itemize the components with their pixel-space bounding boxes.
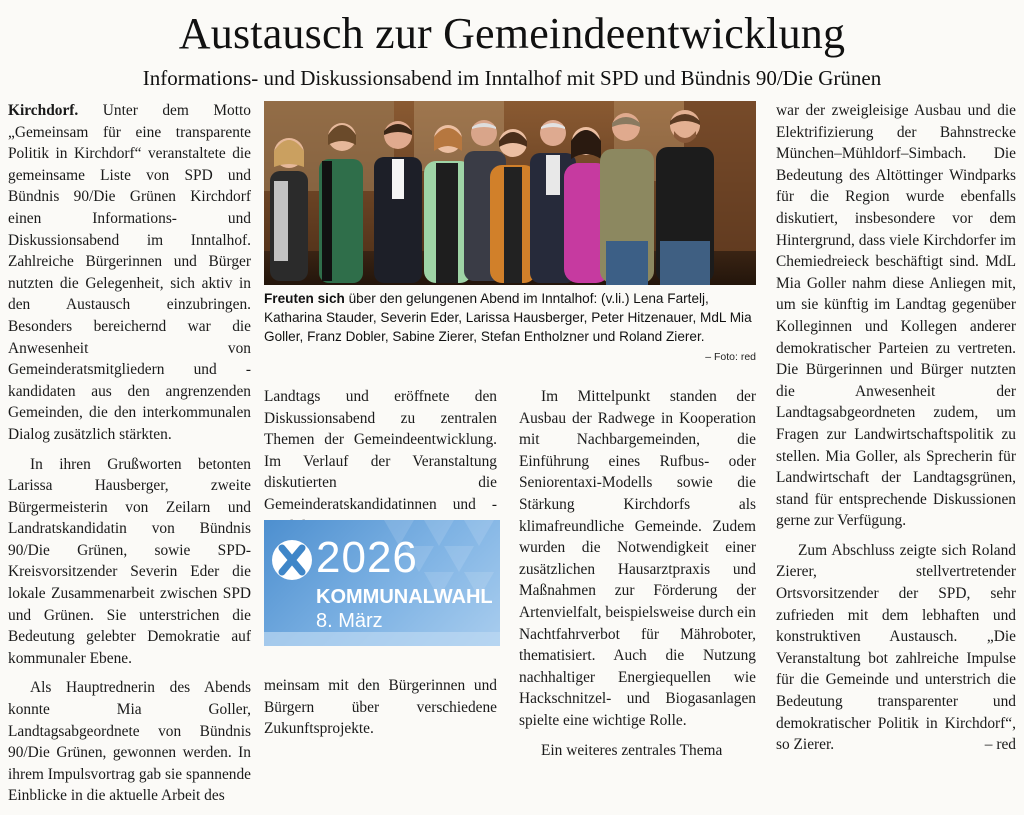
signoff: – red: [984, 736, 1016, 754]
paragraph: Ein weiteres zentrales Thema: [541, 741, 723, 759]
paragraph: [776, 540, 1016, 756]
paragraph: Landtags und eröffnete den Diskussionsabend zu zentralen Themen der Gemeindeentwicklung. Im Verlauf der Veranstaltung diskutierten die Gemeinderatskandidatinnen und -: [264, 388, 497, 513]
paragraph-text: Zum Abschluss zeigte sich Roland Zierer, stellvertretender Ortsvorsitzender der SPD, sehr zufrieden mit dem lebhaften und konstruktiven Austausch. „Die Veranstaltung bot zahlreiche Impulse für die Gemeinde und unterstrich die Bedeutung transparenter und demokratischer Politik in Kirchdorf“, so Zierer.: [776, 541, 1016, 754]
paragraph: war der zweigleisige Ausbau und die Elektrifizierung der Bahnstrecke München–Mühldorf–Simbach. Die Bedeutung des Altöttinger Windparks für die Region wurde ebenfalls diskutiert, insbesondere vor dem Hintergrund, dass viele Kirchdorfer im Chemiedreieck beschäftigt sind. MdL Mia Goller nahm diese Anliegen mit, um sie künftig im Landtag gegenüber Kolleginnen und Kollegen anderer demokratischer Parteien zu vertreten. Die Bürgerinnen und Bürger nutzten die Anwesenheit der Landtagsabgeordneten zudem, um Fragen zur Landwirtschaftspolitik zu stellen. Mia Goller, als Sprecherin für Landwirtschaft der Landtagsgrünen, stand für entsprechende Diskussionen gerne zur Verfügung.: [776, 102, 1016, 530]
group-photo-image: [264, 101, 756, 285]
photo-caption: [264, 289, 756, 347]
article-column-4: [776, 100, 1016, 764]
paragraph: [8, 100, 251, 446]
dateline: Kirchdorf.: [8, 102, 79, 119]
paragraph: In ihren Grußworten betonten Larissa Hausberger, zweite Bürgermeisterin von Zeilarn und Landratskandidatin von Bündnis 90/Die Grünen, sowie SPD-Kreisvorsitzender Severin Eder die lokale Zusammenarbeit zwischen SPD und Grünen. Sie unterstrichen die Bedeutung gelebter Demokratie auf kommunaler Ebene.: [8, 455, 251, 667]
caption-text: über den gelungenen Abend im Inntalhof: (v.li.) Lena Fartelj, Katharina Stauder, Severin Eder, Larissa Hausberger, Peter Hitzenauer, MdL Mia Goller, Franz Dobler, Sabine Zierer, Stefan Entholzner und Roland Zierer.: [264, 291, 752, 345]
paragraph: Als Hauptrednerin des Abends konnte Mia Goller, Landtagsabgeordnete von Bündnis 90/Die Grünen, gewonnen werden. In ihrem Impulsvortrag gab sie spannende Einblicke in die aktuelle Arbeit des: [8, 679, 251, 805]
banner-year: 2026: [316, 533, 418, 582]
banner-title: KOMMUNALWAHL: [316, 586, 493, 608]
article-column-3: [519, 386, 756, 769]
banner-stripe: [264, 632, 500, 646]
article-headline: Austausch zur Gemeindeentwicklung: [178, 9, 846, 58]
article-column-1: [8, 100, 251, 815]
group-photo: [264, 101, 756, 285]
caption-lead: Freuten sich: [264, 291, 345, 306]
kommunalwahl-banner: [264, 520, 500, 646]
article-subheadline: Informations- und Diskussionsabend im Inntalhof mit SPD und Bündnis 90/Die Grünen: [142, 66, 882, 90]
article-column-2-continued: [264, 675, 497, 748]
paragraph-text: Unter dem Motto „Gemeinsam für eine transparente Politik in Kirchdorf“ veranstaltete die gemeinsame Liste von SPD und Bündnis 90/Die Grünen Kirchdorf einen Informations- und Diskussionsabend im Inntalhof. Zahlreiche Bürgerinnen und Bürger nutzten die Gelegenheit, sich aktiv in den Austausch einzubringen. Besonders bereichernd war die Anwesenheit von Gemeinderatsmitgliedern und -kandidaten aus den angrenzenden Gemeinden, die den interkommunalen Dialog zusätzlich stärkten.: [8, 102, 251, 443]
paragraph: Im Mittelpunkt standen der Ausbau der Radwege in Kooperation mit Nachbargemeinden, die Einführung eines Rufbus- oder Seniorentaxi-Modells sowie die Stärkung Kirchdorfs als klimafreundliche Gemeinde. Zudem wurden die Notwendigkeit einer zusätzlichen Hausarztpraxis und Maßnahmen zur Förderung der Artenvielfalt, beispielsweise durch ein Nachtfahrverbot für Mähroboter, thematisiert. Auch die Nutzung nachhaltiger Energiequellen wie Hackschnitzel- und Biogasanlagen spielte eine wichtige Rolle.: [519, 388, 756, 729]
paragraph: meinsam mit den Bürgerinnen und Bürgern über verschiedene Zukunftsprojekte.: [264, 677, 497, 738]
photo-credit: – Foto: red: [705, 351, 756, 363]
banner-date: 8. März: [316, 610, 383, 632]
